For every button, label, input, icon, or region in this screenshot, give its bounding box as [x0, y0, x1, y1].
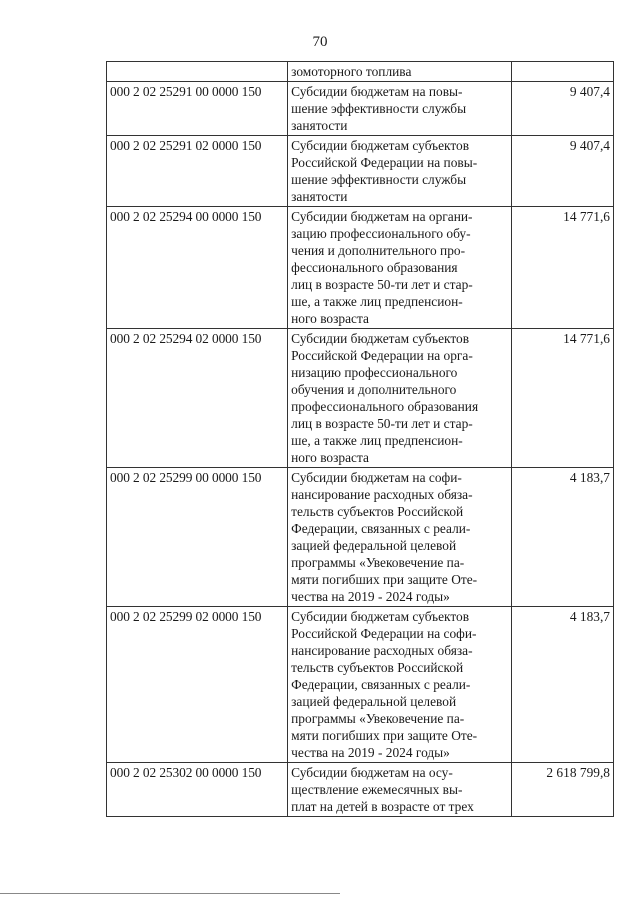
income-name-line: зомоторного топлива — [291, 64, 412, 79]
budget-code-cell: 000 2 02 25302 00 0000 150 — [107, 763, 288, 817]
budget-code-cell: 000 2 02 25294 00 0000 150 — [107, 207, 288, 329]
budget-code-cell: 000 2 02 25291 00 0000 150 — [107, 82, 288, 136]
income-name-line: Федерации, связанных с реали- — [291, 521, 471, 536]
amount-cell: 4 183,7 — [511, 468, 613, 607]
income-name-line: тельств субъектов Российской — [291, 660, 464, 675]
table-row — [107, 62, 614, 82]
table-row — [107, 207, 614, 329]
amount-cell: 9 407,4 — [511, 136, 613, 207]
income-name-cell — [288, 468, 512, 607]
income-name-line: Субсидии бюджетам на повы- — [291, 84, 463, 99]
income-name-cell — [288, 82, 512, 136]
income-name-line: тельств субъектов Российской — [291, 504, 464, 519]
income-name-cell — [288, 763, 512, 817]
income-name-line: шение эффективности службы — [291, 172, 467, 187]
footer-divider — [0, 893, 340, 894]
income-name-line: программы «Увековечение па- — [291, 711, 465, 726]
income-name-line: чения и дополнительного про- — [291, 243, 466, 258]
income-name-cell — [288, 607, 512, 763]
budget-code-cell: 000 2 02 25294 02 0000 150 — [107, 329, 288, 468]
income-name-line: Субсидии бюджетам на осу- — [291, 765, 453, 780]
amount-cell: 9 407,4 — [511, 82, 613, 136]
budget-code-cell — [107, 62, 288, 82]
income-name-line: лиц в возрасте 50-ти лет и стар- — [291, 277, 473, 292]
income-name-line: Российской Федерации на орга- — [291, 348, 473, 363]
page-number: 70 — [312, 34, 328, 50]
amount-cell: 4 183,7 — [511, 607, 613, 763]
income-name-line: ного возраста — [291, 311, 369, 326]
income-name-line: Субсидии бюджетам субъектов — [291, 138, 470, 153]
table-row — [107, 82, 614, 136]
budget-code-cell: 000 2 02 25291 02 0000 150 — [107, 136, 288, 207]
income-name-line: ществление ежемесячных вы- — [291, 782, 463, 797]
income-name-line: ного возраста — [291, 450, 369, 465]
income-name-line: чества на 2019 - 2024 годы» — [291, 589, 450, 604]
amount-cell: 14 771,6 — [511, 207, 613, 329]
income-name-line: ше, а также лиц предпенсион- — [291, 294, 463, 309]
income-name-cell — [288, 329, 512, 468]
amount-cell — [511, 62, 613, 82]
income-name-line: низацию профессионального — [291, 365, 458, 380]
amount-cell: 2 618 799,8 — [511, 763, 613, 817]
income-name-line: зацию профессионального обу- — [291, 226, 471, 241]
income-name-line: зацией федеральной целевой — [291, 694, 457, 709]
table-row — [107, 136, 614, 207]
income-name-cell — [288, 62, 512, 82]
income-name-line: фессионального образования — [291, 260, 458, 275]
income-name-line: программы «Увековечение па- — [291, 555, 465, 570]
income-name-line: ше, а также лиц предпенсион- — [291, 433, 463, 448]
income-name-line: мяти погибших при защите Оте- — [291, 728, 478, 743]
table-row — [107, 468, 614, 607]
table-row — [107, 329, 614, 468]
income-name-line: плат на детей в возрасте от трех — [291, 799, 474, 814]
income-name-line: занятости — [291, 118, 348, 133]
amount-cell: 14 771,6 — [511, 329, 613, 468]
income-name-line: Субсидии бюджетам субъектов — [291, 609, 470, 624]
income-name-line: Российской Федерации на повы- — [291, 155, 478, 170]
table-row — [107, 763, 614, 817]
income-name-line: занятости — [291, 189, 348, 204]
budget-table — [106, 61, 614, 817]
table-row — [107, 607, 614, 763]
income-name-line: Федерации, связанных с реали- — [291, 677, 471, 692]
budget-table-body — [107, 62, 614, 817]
income-name-line: Российской Федерации на софи- — [291, 626, 477, 641]
income-name-line: профессионального образования — [291, 399, 479, 414]
income-name-cell — [288, 207, 512, 329]
income-name-line: Субсидии бюджетам субъектов — [291, 331, 470, 346]
income-name-line: Субсидии бюджетам на софи- — [291, 470, 462, 485]
income-name-cell — [288, 136, 512, 207]
income-name-line: обучения и дополнительного — [291, 382, 457, 397]
income-name-line: чества на 2019 - 2024 годы» — [291, 745, 450, 760]
income-name-line: мяти погибших при защите Оте- — [291, 572, 478, 587]
income-name-line: зацией федеральной целевой — [291, 538, 457, 553]
income-name-line: лиц в возрасте 50-ти лет и стар- — [291, 416, 473, 431]
income-name-line: нансирование расходных обяза- — [291, 643, 473, 658]
income-name-line: Субсидии бюджетам на органи- — [291, 209, 473, 224]
budget-code-cell: 000 2 02 25299 02 0000 150 — [107, 607, 288, 763]
budget-code-cell: 000 2 02 25299 00 0000 150 — [107, 468, 288, 607]
income-name-line: нансирование расходных обяза- — [291, 487, 473, 502]
income-name-line: шение эффективности службы — [291, 101, 467, 116]
